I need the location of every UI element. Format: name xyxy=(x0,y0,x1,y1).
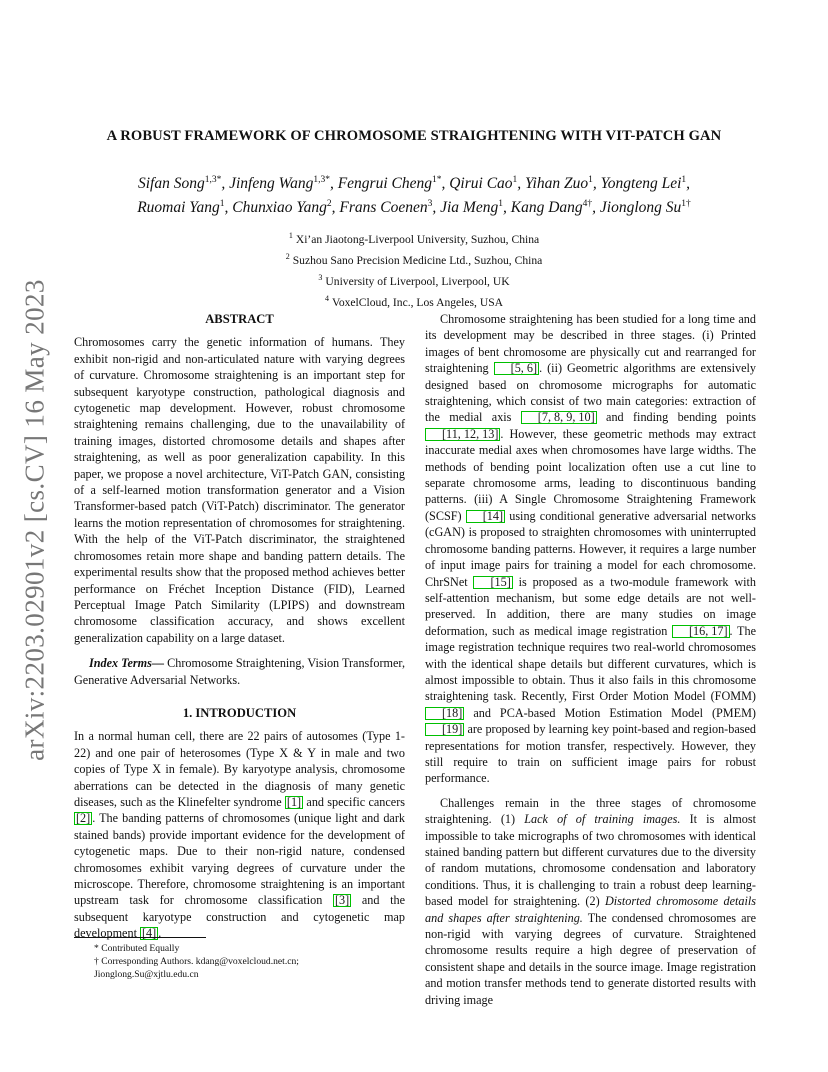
abstract-heading: ABSTRACT xyxy=(205,312,274,326)
author-list xyxy=(90,170,738,218)
citation-link[interactable]: [14] xyxy=(466,510,505,523)
right-column xyxy=(425,311,756,1008)
affiliation: $^2$ Suzhou Sano Precision Medicine Ltd., Suzhou, China xyxy=(285,252,543,267)
author: Ruomai Yang xyxy=(137,199,220,217)
footnote-equal-contribution: * Contributed Equally xyxy=(94,943,180,954)
author: Frans Coenen xyxy=(339,199,428,217)
body-paragraph: Challenges remain in the three stages of chromosome straightening. (1) Lack of of training images. It is almost impossible to take micrographs of two chromosomes with identical stained banding pattern but different curvatures due to the diversity of random mutations, chromosome condensation and laboratory conditions. Thus, it is challenging to train a robust deep learning-based model for straightening. (2) Distorted chromosome details and shapes after straightening. The condensed chromosomes are non-rigid with varying degrees of curvature. Straightened chromosome results require a high degree of preservation of consistent shape and details in the source image. Image registration and motion transfer methods tend to generate distorted results with driving image xyxy=(425,795,756,1007)
citation-link[interactable]: [18] xyxy=(425,707,464,720)
author: Yihan Zuo xyxy=(525,175,589,193)
footnote-divider xyxy=(74,937,206,938)
arxiv-id: arXiv:2203.02901v2 [cs.CV] 16 May 2023 xyxy=(19,279,50,761)
citation-link[interactable]: [16, 17] xyxy=(672,625,730,638)
author: Jinfeng Wang xyxy=(229,175,314,193)
author: Fengrui Cheng xyxy=(337,175,432,193)
author: Yongteng Lei xyxy=(600,175,682,193)
citation-link[interactable]: [19] xyxy=(425,723,464,736)
citation-link[interactable]: [2] xyxy=(76,811,91,826)
affiliation-list xyxy=(0,227,828,311)
author: Kang Dang xyxy=(510,199,583,217)
paper-title: A ROBUST FRAMEWORK OF CHROMOSOME STRAIGHTENING WITH VIT-PATCH GAN xyxy=(106,128,722,144)
footnote-corresponding-authors: † Corresponding Authors. kdang@voxelcloud.net.cn; Jionglong.Su@xjtlu.edu.cn xyxy=(94,956,299,980)
affiliation: $^3$ University of Liverpool, Liverpool, UK xyxy=(318,273,510,288)
citation-link[interactable]: [7, 8, 9, 10] xyxy=(521,411,597,424)
author: Jionglong Su xyxy=(599,199,682,217)
abstract-body: Chromosomes carry the genetic information of humans. They exhibit non-rigid and non-articulated nature with varying degrees of curvature. Chromosome straightening is an important step for subsequent karyotype construction, pathological diagnosis and cytogenetic map development. However, robust chromosome straightening remains challenging, due to the unavailability of training images, distorted chromosome details and shapes after straightening, as well as poor generalization capability. In this paper, we propose a novel architecture, ViT-Patch GAN, consisting of a self-learned motion transformation generator and a Vision Transformer-based patch (ViT-Patch) discriminator. The generator learns the motion representation of chromosomes for straightening. With the help of the ViT-Patch discriminator, the straightened chromosomes retain more shape and banding pattern details. The experimental results show that the proposed method achieves better performance on Fréchet Inception Distance (FID), Learned Perceptual Image Patch Similarity (LPIPS) and downstream chromosome classification accuracy, and shows excellent generalization capability on a large dataset. xyxy=(74,335,405,645)
author: Sifan Song xyxy=(137,175,205,193)
citation-link[interactable]: [11, 12, 13] xyxy=(425,428,500,441)
citation-link[interactable]: [3] xyxy=(335,893,350,908)
affiliation: $^4$ VoxelCloud, Inc., Los Angeles, USA xyxy=(324,294,504,310)
introduction-heading: 1. INTRODUCTION xyxy=(182,705,297,720)
arxiv-identifier-stamp xyxy=(13,270,57,770)
author-line-2: Ruomai Yang$^1$, Chunxiao Yang$^2$, Frans Coenen$^3$, Jia Meng$^1$, Kang Dang$^{4\dagger}$, Jionglong $Su^{1\dagger}$ xyxy=(137,199,691,217)
author: Jia Meng xyxy=(440,199,499,217)
affiliation: $^1$ Xi’an Jiaotong-Liverpool University, Suzhou, China xyxy=(288,231,540,246)
citation-link[interactable]: [1] xyxy=(286,794,302,809)
introduction-paragraph: In a normal human cell, there are 22 pairs of autosomes (Type 1-22) and one pair of heterosomes (Type X & Y in male and two copies of Type X in female). By karyotype analysis, chromosome aberrations can be detected in the diagnosis of many genetic diseases, such as the Klinefelter syndrome [1] and specific cancers [2] . The banding patterns of chromosomes (unique light and dark stained bands) provide important evidence for the development of cytogenetic maps. Due to their non-rigid nature, condensed chromosomes exhibit varying degrees of curvature under the microscope. Therefore, chromosome straightening is an important upstream task for chromosome classification [3] and the subsequent karyotype construction and cytogenetic map development [4] . xyxy=(74,729,405,941)
author: Qirui Cao xyxy=(449,175,513,193)
citation-link[interactable]: [4] xyxy=(142,926,157,941)
body-paragraph: Chromosome straightening has been studied for a long time and its development may be described in three stages. (i) Printed images of bent chromosome are physically cut and rearranged for straightening [5, 6] . (ii) Geometric algorithms are extensively designed based on chromosome micrographs for automatic straightening, which consist of two main categories: extraction of the medial axis [7, 8, 9, 10] and finding bending points [11, 12, 13] . However, these geometric methods may extract inaccurate medial axes when chromosomes have large widths. The methods of bending point localization often use a cut line to separate chromosome arms, leading to discontinuous banding patterns. (iii) A Single Chromosome Straightening Framework (SCSF) [14] using conditional generative adversarial networks (cGAN) is proposed to straighten chromosomes with uninterrupted chromosome banding patterns. However, it requires a large number of input image pairs for training a model for each chromosome. ChrSNet [15] is proposed as a two-module framework with self-attention mechanism, but some edge details are not well-preserved. In addition, there are many studies on image deformation, such as medical image registration [16, 17] . The image registration technique requires two real-world chromosomes with the identical shape details but different curvatures, which is almost impossible to obtain. Thus it also fails in this chromosome straightening task. Recently, First Order Motion Model (FOMM) [18] and PCA-based Motion Estimation Model (PMEM) [19] are proposed by learning key point-based and region-based representations for motion transfer, respectively. However, they still require to train on sufficient image pairs for robust performance. xyxy=(425,312,756,786)
citation-link[interactable]: [5, 6] xyxy=(494,362,539,375)
author: Chunxiao Yang xyxy=(232,199,327,217)
index-terms-label: Index Terms— xyxy=(89,656,165,671)
left-column xyxy=(74,311,405,942)
author-line-1: Sifan Song$^{1,3*}$, Jinfeng Wang$^{1,3*}$, Fengrui Cheng$^{1*}$, Qirui Cao$^1$, Yihan Zuo$^1$, Yongteng Lei$^1$, xyxy=(137,175,691,193)
index-terms: Index Terms— Chromosome Straightening, Vision Transformer, Generative Adversarial Networks. xyxy=(74,656,406,687)
footnotes xyxy=(74,942,405,981)
citation-link[interactable]: [15] xyxy=(473,576,512,589)
